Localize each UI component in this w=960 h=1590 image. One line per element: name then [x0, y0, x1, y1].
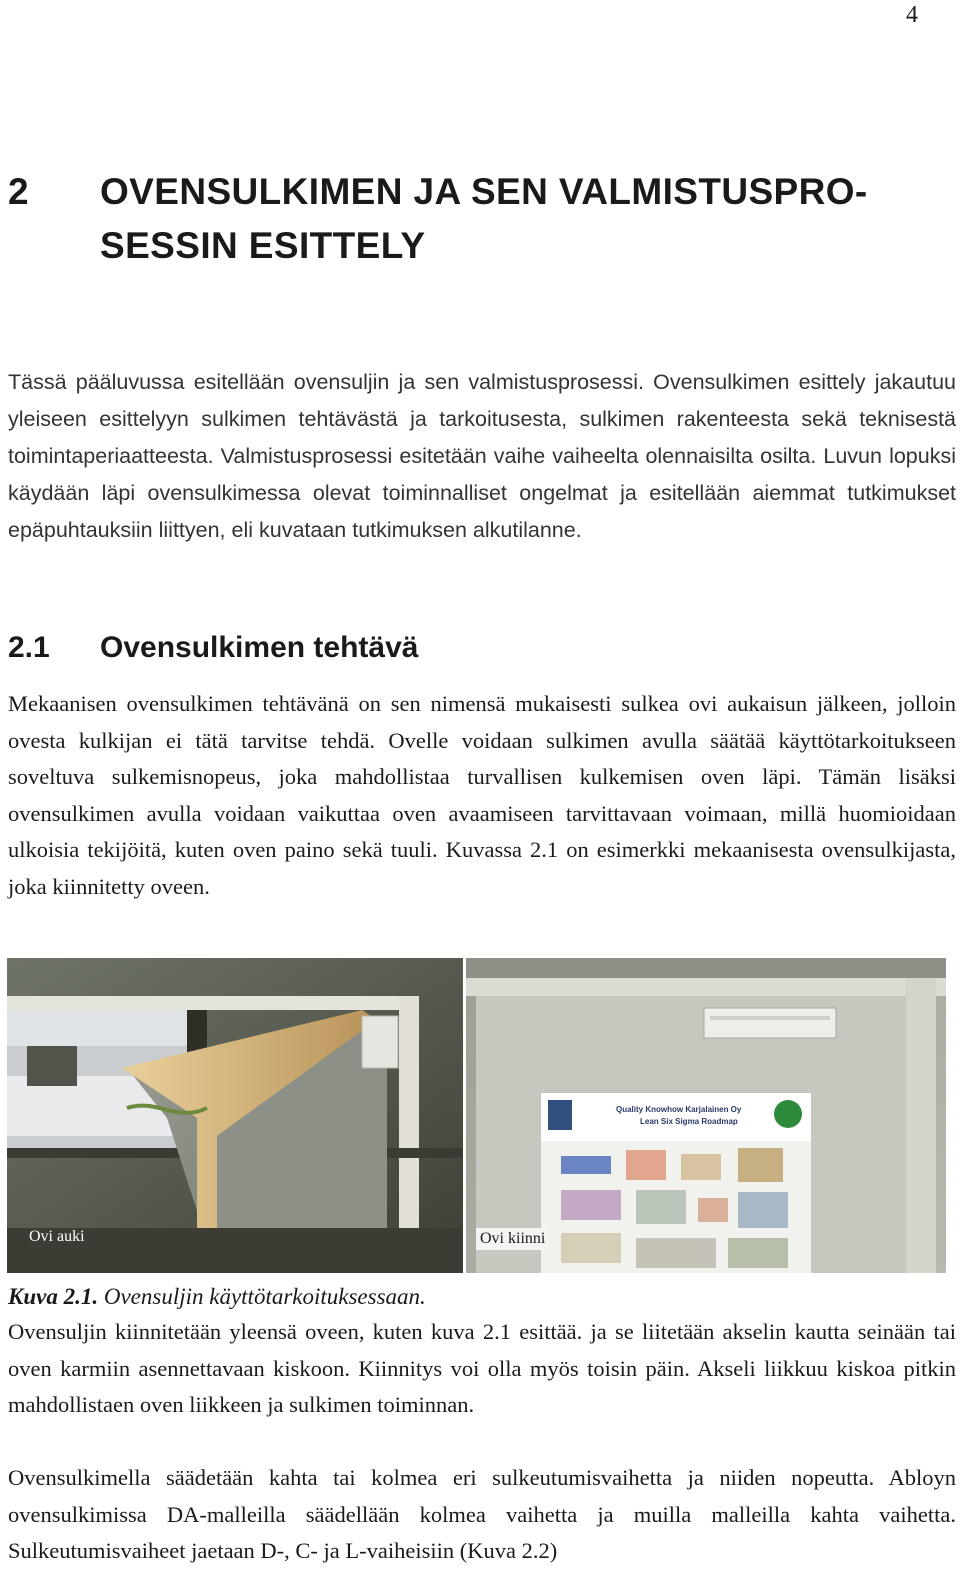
chapter-title	[100, 165, 940, 273]
photo-door-open	[7, 958, 463, 1273]
figure-caption-text: Ovensuljin käyttötarkoituksessaan.	[103, 1284, 426, 1309]
section-number: 2.1	[8, 631, 50, 664]
section-paragraph: Mekaanisen ovensulkimen tehtävänä on sen nimensä mukaisesti sulkea ovi aukaisun jälkeen, jolloin ovesta kulkijan ei tätä tarvitse tehdä. Ovelle voidaan sulkimen avulla säätää käyttötarkoitukseen soveltuva sulkemisnopeus, joka mahdollistaa turvallisen kulkemisen oven läpi. Tämän lisäksi ovensulkimen avulla voidaan vaikuttaa oven avaamiseen tarvittavaan voimaan, millä huomioidaan ulkoisia tekijöitä, kuten oven paino sekä tuuli. Kuvassa 2.1 on esimerkki mekaanisesta ovensulkijasta, joka kiinnitetty oveen.	[8, 691, 956, 899]
poster-title-line-2: Lean Six Sigma Roadmap	[640, 1117, 738, 1126]
door-closed-illustration	[466, 958, 946, 1273]
figure-caption-number: Kuva 2.1.	[8, 1284, 99, 1309]
intro-paragraph: Tässä pääluvussa esitellään ovensuljin ja sen valmistusprosessi. Ovensulkimen esittely jakautuu yleiseen esittelyyn sulkimen tehtävästä ja tarkoitusesta, sulkimen rakenteesta sekä teknisestä toimintaperiaatteesta. Valmistusprosessi esitetään vaihe vaiheelta olennaisilta osilta. Luvun lopuksi käydään läpi ovensulkimessa olevat toiminnalliset ongelmat ja esitellään aiemmat tutkimukset epäpuhtauksiin liittyen, eli kuvataan tutkimuksen alkutilanne.	[8, 370, 956, 542]
section-title: Ovensulkimen tehtävä	[100, 631, 419, 664]
page-number: 4	[906, 2, 918, 28]
chapter-number: 2	[8, 171, 29, 212]
chapter-title-line-1: OVENSULKIMEN JA SEN VALMISTUSPRO-	[100, 171, 868, 212]
label-door-closed: Ovi kiinni	[476, 1228, 549, 1250]
paragraph-after-figure: Ovensuljin kiinnitetään yleensä oveen, kuten kuva 2.1 esittää. ja se liitetään akselin kautta seinään tai oven karmiin asennettavaan kiskoon. Kiinnitys voi olla myös toisin päin. Akseli liikkuu kiskoa pitkin mahdollistaen oven liikkeen ja sulkimen toiminnan.	[8, 1319, 956, 1417]
final-paragraph: Ovensulkimella säädetään kahta tai kolmea eri sulkeutumisvaihetta ja niiden nopeutta. Abloyn ovensulkimissa DA-malleilla säädellään kolmea vaihetta ja muilla malleilla kahta vaihetta. Sulkeutumisvaiheet jaetaan D-, C- ja L-vaiheisiin (Kuva 2.2)	[8, 1465, 956, 1563]
poster-title-line-1: Quality Knowhow Karjalainen Oy	[616, 1105, 742, 1114]
label-door-open: Ovi auki	[29, 1228, 85, 1245]
chapter-title-line-2: SESSIN ESITTELY	[100, 225, 426, 266]
photo-door-closed	[466, 958, 946, 1273]
figure-caption	[8, 1280, 426, 1314]
